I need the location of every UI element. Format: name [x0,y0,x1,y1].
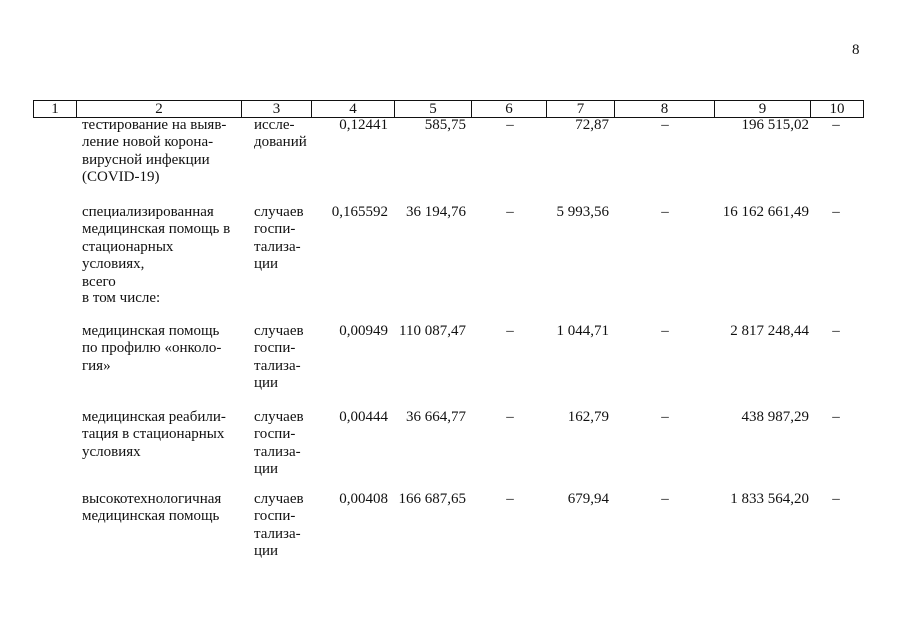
value-col-4: 0,165592 [331,204,388,220]
value-col-6: – [506,491,514,507]
unit [254,323,312,393]
service-name-line: медицинская помощь [82,323,220,339]
service-name [82,409,238,461]
service-name [82,323,238,375]
subheading: в том числе: [82,290,161,306]
header-col-8: 8 [615,101,715,118]
service-name-line: (COVID-19) [82,169,160,186]
service-name-line: тация в стационарных [82,426,225,443]
service-name-line: высокотехнологичная [82,491,222,507]
service-name-line: по профилю «онколо- [82,340,222,357]
value-col-10: – [832,204,840,220]
value-col-8: – [661,491,669,507]
service-name-line: медицинская реабили- [82,409,226,425]
unit [254,409,312,479]
value-col-10: – [832,323,840,339]
value-col-9: 2 817 248,44 [730,323,809,339]
header-col-4: 4 [312,101,395,118]
unit-line: тализа- [254,357,301,374]
value-col-5: 36 194,76 [406,204,466,220]
value-col-5: 36 664,77 [406,409,466,425]
unit-line: ции [254,256,279,273]
header-col-1: 1 [34,101,77,118]
value-col-7: 1 044,71 [556,323,609,339]
value-col-6: – [506,117,514,133]
value-col-8: – [661,117,669,133]
value-col-7: 679,94 [567,491,609,507]
value-col-4: 0,12441 [339,117,388,133]
value-col-9: 196 515,02 [741,117,809,133]
unit-line: тализа- [254,525,301,542]
value-col-8: – [661,323,669,339]
unit [254,491,312,561]
unit-line: госпи- [254,221,296,238]
service-name [82,491,238,526]
unit-line: случаев [254,409,304,425]
service-name-line: специализированная [82,204,214,220]
header-col-10: 10 [811,101,864,118]
service-name-line: медицинская помощь [82,508,220,525]
unit [254,204,312,274]
header-col-7: 7 [547,101,615,118]
unit-line: случаев [254,204,304,220]
value-col-9: 1 833 564,20 [730,491,809,507]
service-name-line: условиях [82,443,141,460]
value-col-7: 162,79 [567,409,609,425]
unit-line: ции [254,375,279,392]
value-col-10: – [832,409,840,425]
value-col-4: 0,00949 [339,323,388,339]
unit-line: тализа- [254,238,301,255]
header-col-6: 6 [472,101,547,118]
service-name-line: медицинская помощь в [82,221,231,238]
service-name-line: всего [82,273,116,290]
service-name-line: ление новой корона- [82,134,214,151]
unit-line: случаев [254,323,304,339]
value-col-7: 5 993,56 [556,204,609,220]
unit-line: ции [254,543,279,560]
value-col-10: – [832,117,840,133]
header-col-3: 3 [242,101,312,118]
unit-line: госпи- [254,340,296,357]
value-col-6: – [506,409,514,425]
service-name [82,204,238,291]
header-col-9: 9 [715,101,811,118]
page-number: 8 [852,42,860,58]
value-col-4: 0,00408 [339,491,388,507]
value-col-6: – [506,204,514,220]
unit-line: случаев [254,491,304,507]
value-col-5: 166 687,65 [398,491,466,507]
column-number-header [33,100,864,118]
service-name-line: гия» [82,357,111,374]
unit-line: иссле- [254,117,295,133]
value-col-9: 16 162 661,49 [722,204,809,220]
service-name-line: тестирование на выяв- [82,117,227,133]
service-name [82,117,238,187]
value-col-8: – [661,204,669,220]
unit-line: госпи- [254,426,296,443]
header-col-2: 2 [77,101,242,118]
header-col-5: 5 [395,101,472,118]
service-name-line: вирусной инфекции [82,151,210,168]
unit-line: дований [254,134,307,151]
unit-line: тализа- [254,443,301,460]
value-col-9: 438 987,29 [741,409,809,425]
unit-line: госпи- [254,508,296,525]
value-col-5: 110 087,47 [399,323,466,339]
unit-line: ции [254,461,279,478]
value-col-5: 585,75 [424,117,466,133]
value-col-10: – [832,491,840,507]
service-name-line: стационарных условиях, [82,238,174,273]
value-col-8: – [661,409,669,425]
value-col-7: 72,87 [575,117,609,133]
value-col-6: – [506,323,514,339]
unit [254,117,312,152]
value-col-4: 0,00444 [339,409,388,425]
